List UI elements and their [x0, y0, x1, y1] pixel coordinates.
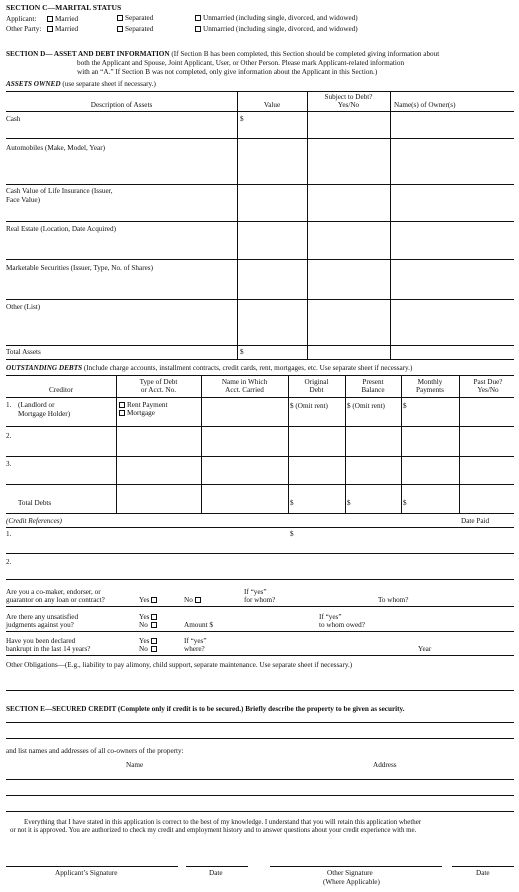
debts-divider: [345, 375, 346, 514]
col-creditor: Creditor: [49, 386, 73, 394]
other-signature-label: Other Signature: [327, 869, 373, 877]
coowner-address-label: Address: [373, 761, 397, 769]
checkbox-icon: [195, 597, 201, 603]
col-original-2: Debt: [309, 386, 324, 394]
checkbox-icon: [117, 26, 123, 32]
total-original-dollar: $: [290, 499, 294, 507]
rent-payment-option[interactable]: Rent Payment: [119, 401, 168, 409]
col-name-1: Name in Which: [221, 378, 268, 386]
other-date-line[interactable]: [452, 866, 514, 867]
credit-ref-2: 2.: [6, 558, 12, 566]
cosigner-if-yes: If “yes”: [244, 588, 267, 596]
amount-label: Amount $: [184, 621, 213, 629]
cosigner-question-2: guarantor on any loan or contract?: [6, 596, 105, 604]
cosigner-question-1: Are you a co-maker, endorser, or: [6, 588, 101, 596]
certification-line-1: Everything that I have stated in this application is correct to the best of my knowledge. I understand that you will retain this application whether: [24, 819, 422, 826]
date-paid-label: Date Paid: [461, 517, 490, 525]
asset-row-securities: Marketable Securities (Issuer, Type, No. of Shares): [6, 264, 153, 272]
original-omit-rent: $ (Omit rent): [290, 402, 328, 410]
row-rule: [6, 359, 514, 360]
section-c-title: SECTION C—MARITAL STATUS: [6, 3, 122, 12]
section-e-title: SECTION E—SECURED CREDIT (Complete only if credit is to be secured.) Briefly describe the property to be given as security.: [6, 705, 405, 713]
cosigner-yes-option[interactable]: Yes: [139, 596, 159, 604]
total-debts-label: Total Debts: [18, 499, 52, 507]
applicant-signature-label: Applicant’s Signature: [55, 869, 118, 877]
row-rule: [6, 426, 514, 427]
col-monthly-2: Payments: [416, 386, 444, 394]
debts-divider: [288, 375, 289, 514]
applicant-unmarried-option[interactable]: Unmarried (including single, divorced, and widowed): [195, 14, 358, 22]
debts-divider: [116, 375, 117, 514]
other-unmarried-option[interactable]: Unmarried (including single, divorced, and widowed): [195, 25, 358, 33]
where-label: where?: [184, 645, 205, 653]
row-rule: [6, 221, 514, 222]
total-monthly-dollar: $: [403, 499, 407, 507]
certification-line-2: or not it is approved. You are authorized to check my credit and employment history and to answer questions about your credit experience with me.: [10, 827, 417, 834]
asset-row-other: Other (List): [6, 303, 41, 311]
row-rule: [6, 397, 514, 398]
judgments-question-1: Are there any unsatisfied: [6, 613, 79, 621]
asset-row-real-estate: Real Estate (Location, Date Acquired): [6, 225, 116, 233]
col-original-1: Original: [304, 378, 329, 386]
row-rule: [6, 527, 514, 528]
assets-divider: [237, 91, 238, 359]
row-rule: [6, 655, 514, 656]
judgments-yes-option[interactable]: Yes: [139, 613, 159, 621]
applicant-date-line[interactable]: [186, 866, 248, 867]
debts-divider: [401, 375, 402, 514]
row-rule: [6, 345, 514, 346]
judgments-if-yes: If “yes”: [319, 613, 342, 621]
debt-row-2-number: 2.: [6, 432, 12, 440]
col-owners: Name(s) of Owner(s): [394, 101, 456, 109]
checkbox-icon: [151, 646, 157, 652]
asset-row-automobiles: Automobiles (Make, Model, Year): [6, 144, 106, 152]
row-rule: [6, 738, 514, 739]
row-rule: [6, 722, 514, 723]
col-present-1: Present: [362, 378, 384, 386]
col-pastdue-1: Past Due?: [473, 378, 503, 386]
row-rule: [6, 484, 514, 485]
row-rule: [6, 513, 514, 514]
debts-heading: OUTSTANDING DEBTS: [6, 364, 83, 372]
row-rule: [6, 606, 514, 607]
applicant-date-label: Date: [209, 869, 223, 877]
checkbox-icon: [117, 15, 123, 21]
year-label: Year: [418, 645, 432, 653]
row-rule: [6, 184, 514, 185]
applicant-separated-option[interactable]: Separated: [117, 14, 153, 22]
col-value: Value: [263, 101, 281, 109]
col-description: Description of Assets: [90, 101, 153, 109]
credit-ref-1-dollar: $: [290, 530, 294, 538]
mortgage-option[interactable]: Mortgage: [119, 409, 155, 417]
section-d-intro-2: both the Applicant and Spouse, Joint Applicant, User, or Other Person. Please mark Applicant-related information: [77, 59, 405, 67]
debts-heading-note: (Include charge accounts, installment contracts, credit cards, rent, mortgages, etc. Use separate sheet if necessary.): [83, 364, 413, 372]
to-whom-owed-label: to whom owed?: [319, 621, 365, 629]
other-married-option[interactable]: Married: [47, 25, 78, 33]
debt-row-1-creditor-1: (Landlord or: [18, 401, 55, 409]
assets-divider: [390, 91, 391, 359]
col-name-2: Acct. Carried: [225, 386, 264, 394]
checkbox-icon: [151, 622, 157, 628]
col-subject-2: Yes/No: [337, 101, 360, 109]
bankrupt-yes-option[interactable]: Yes: [139, 637, 159, 645]
bankrupt-no-option[interactable]: No: [139, 645, 159, 653]
judgments-question-2: judgments against you?: [6, 621, 74, 629]
checkbox-icon: [151, 638, 157, 644]
bankrupt-if-yes: If “yes”: [184, 637, 207, 645]
bankrupt-question-2: bankrupt in the last 14 years?: [6, 645, 91, 653]
debt-row-1-creditor-2: Mortgage Holder): [18, 410, 71, 418]
col-subject-1: Subject to Debt?: [324, 93, 373, 101]
col-monthly-1: Monthly: [417, 378, 443, 386]
other-obligations-label: Other Obligations—(E.g., liability to pay alimony, child support, separate maintenance. Use separate sheet if necessary.): [6, 661, 353, 669]
section-d-intro-1: (If Section B has been completed, this Section should be completed giving information about: [171, 50, 440, 58]
debts-divider: [201, 375, 202, 514]
to-whom-label: To whom?: [378, 596, 409, 604]
coowners-label: and list names and addresses of all co-owners of the property:: [6, 747, 184, 755]
row-rule: [6, 111, 514, 112]
row-rule: [6, 259, 514, 260]
present-omit-rent: $ (Omit rent): [347, 402, 385, 410]
other-separated-option[interactable]: Separated: [117, 25, 153, 33]
assets-top-rule: [6, 91, 514, 92]
checkbox-icon: [47, 26, 53, 32]
assets-heading-note: (use separate sheet if necessary.): [62, 80, 156, 88]
row-rule: [6, 690, 514, 691]
judgments-no-option[interactable]: No: [139, 621, 159, 629]
for-whom-label: for whom?: [244, 596, 276, 604]
total-present-dollar: $: [347, 499, 351, 507]
col-present-2: Balance: [361, 386, 385, 394]
assets-heading: ASSETS OWNED: [6, 80, 61, 88]
asset-row-life-insurance: Cash Value of Life Insurance (Issuer,: [6, 187, 113, 195]
other-signature-line[interactable]: [270, 866, 442, 867]
asset-row-cash: Cash: [6, 115, 21, 123]
col-type-1: Type of Debt: [139, 378, 178, 386]
row-rule: [6, 795, 514, 796]
row-rule: [6, 375, 514, 376]
asset-value-prefix: $: [240, 115, 244, 123]
assets-divider: [307, 91, 308, 359]
row-rule: [6, 553, 514, 554]
cosigner-no-option[interactable]: No: [184, 596, 203, 604]
coowner-name-label: Name: [126, 761, 144, 769]
checkbox-icon: [195, 26, 201, 32]
other-date-label: Date: [476, 869, 490, 877]
row-rule: [6, 779, 514, 780]
col-pastdue-2: Yes/No: [477, 386, 499, 394]
monthly-dollar: $: [403, 402, 407, 410]
debt-row-1-number: 1.: [6, 401, 12, 409]
credit-references-heading: (Credit References): [6, 517, 62, 525]
checkbox-icon: [195, 15, 201, 21]
total-assets-prefix: $: [240, 348, 244, 356]
checkbox-icon: [119, 402, 125, 408]
section-d-intro-3: with an “A.” If Section B was not completed, only give information about the Applicant in this Section.): [77, 68, 378, 76]
other-party-label: Other Party:: [6, 25, 42, 33]
debt-row-3-number: 3.: [6, 460, 12, 468]
checkbox-icon: [119, 410, 125, 416]
checkbox-icon: [151, 614, 157, 620]
row-rule: [6, 631, 514, 632]
row-rule: [6, 811, 514, 812]
checkbox-icon: [151, 597, 157, 603]
other-signature-note: (Where Applicable): [323, 878, 380, 886]
bankrupt-question-1: Have you been declared: [6, 637, 76, 645]
applicant-married-option[interactable]: Married: [47, 15, 78, 23]
credit-ref-1: 1.: [6, 530, 12, 538]
row-rule: [6, 138, 514, 139]
row-rule: [6, 579, 514, 580]
checkbox-icon: [47, 16, 53, 22]
col-type-2: or Acct. No.: [140, 386, 177, 394]
debts-divider: [459, 375, 460, 514]
row-rule: [6, 299, 514, 300]
asset-row-life-insurance-2: Face Value): [6, 196, 40, 204]
row-rule: [6, 456, 514, 457]
section-d-title: SECTION D— ASSET AND DEBT INFORMATION: [6, 50, 170, 58]
applicant-label: Applicant:: [6, 15, 37, 23]
applicant-signature-line[interactable]: [6, 866, 178, 867]
total-assets-label: Total Assets: [6, 348, 41, 356]
